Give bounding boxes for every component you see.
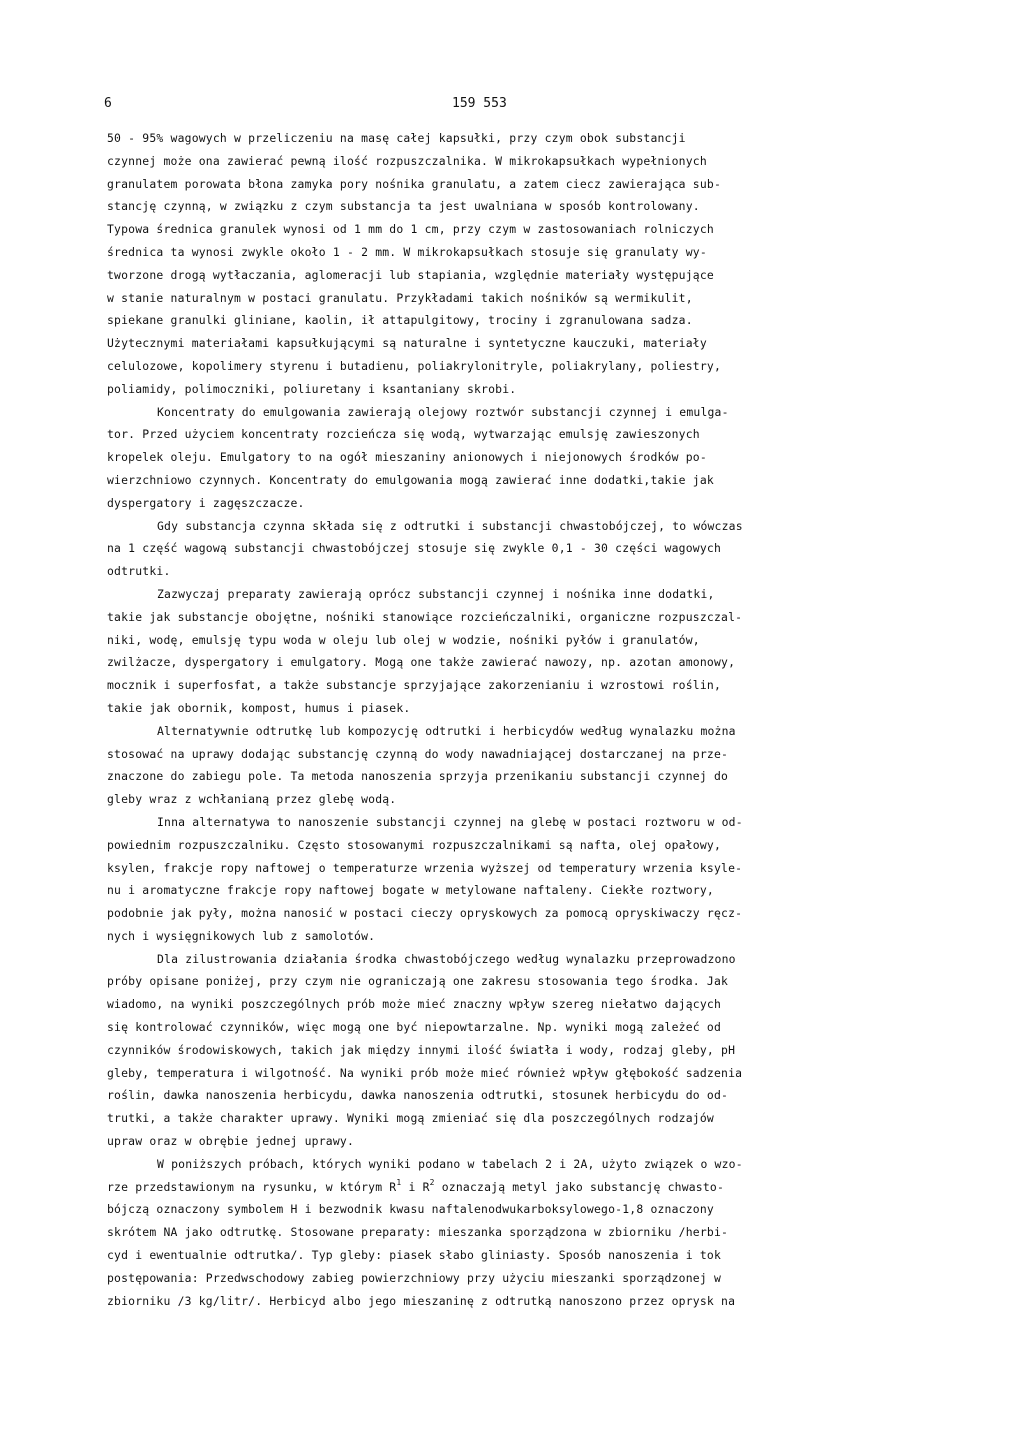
text-line: trutki, a także charakter uprawy. Wyniki mogą zmieniać się dla poszczególnych rodzajów bbox=[107, 1111, 714, 1126]
text-line: czynnej może ona zawierać pewną ilość rozpuszczalnika. W mikrokapsułkach wypełnionych bbox=[107, 153, 707, 168]
text-line: Alternatywnie odtrutkę lub kompozycję odtrutki i herbicydów według wynalazku można bbox=[157, 723, 736, 738]
text-line: tor. Przed użyciem koncentraty rozcieńcza się wodą, wytwarzając emulsję zawieszonych bbox=[107, 427, 700, 442]
paragraph bbox=[107, 515, 907, 583]
text-line: nych i wysięgnikowych lub z samolotów. bbox=[107, 928, 376, 943]
text-line: celulozowe, kopolimery styrenu i butadienu, poliakrylonitryle, poliakrylany, poliestry, bbox=[107, 358, 722, 373]
paragraph bbox=[107, 720, 907, 811]
text-line: próby opisane poniżej, przy czym nie ograniczają one zakresu stosowania tego środka. Jak bbox=[107, 974, 729, 989]
text-line: powiednim rozpuszczalniku. Często stosowanymi rozpuszczalnikami są nafta, olej opałowy, bbox=[107, 837, 722, 852]
text-line: granulatem porowata błona zamyka pory nośnika granulatu, a zatem ciecz zawierająca sub- bbox=[107, 176, 722, 191]
text-line: wierzchniowo czynnych. Koncentraty do emulgowania mogą zawierać inne dodatki,takie jak bbox=[107, 472, 714, 487]
text-fragment: i R bbox=[401, 1179, 430, 1194]
text-line: poliamidy, polimoczniki, poliuretany i ksantaniany skrobi. bbox=[107, 381, 517, 396]
text-line: 50 - 95% wagowych w przeliczeniu na masę całej kapsułki, przy czym obok substancji bbox=[107, 131, 686, 145]
text-line: zbiorniku /3 kg/litr/. Herbicyd albo jego mieszaninę z odtrutką nanoszono przez oprysk na bbox=[107, 1293, 736, 1308]
paragraph bbox=[107, 401, 907, 515]
text-line: Inna alternatywa to nanoszenie substancji czynnej na glebę w postaci roztworu w od- bbox=[157, 814, 743, 829]
text-line: skrótem NA jako odtrutkę. Stosowane preparaty: mieszanka sporządzona w zbiorniku /herbi- bbox=[107, 1225, 729, 1240]
paragraph bbox=[107, 127, 907, 401]
text-line: takie jak substancje obojętne, nośniki stanowiące rozcieńczalniki, organiczne rozpuszczal- bbox=[107, 609, 743, 624]
text-line: roślin, dawka nanoszenia herbicydu, dawka nanoszenia odtrutki, stosunek herbicydu do od- bbox=[107, 1088, 729, 1103]
text-line: spiekane granulki gliniane, kaolin, ił attapulgitowy, trociny i zgranulowana sadza. bbox=[107, 313, 693, 328]
text-line: podobnie jak pyły, można nanosić w postaci cieczy opryskowych za pomocą opryskiwaczy ręcz- bbox=[107, 906, 743, 921]
text-line: tworzone drogą wytłaczania, aglomeracji lub stapiania, względnie materiały występujące bbox=[107, 267, 714, 282]
text-line: odtrutki. bbox=[107, 564, 171, 579]
text-line: się kontrolować czynników, więc mogą one być niepowtarzalne. Np. wyniki mogą zależeć od bbox=[107, 1020, 722, 1035]
text-line: zwilżacze, dyspergatory i emulgatory. Mogą one także zawierać nawozy, np. azotan amonowy, bbox=[107, 655, 736, 670]
text-line: w stanie naturalnym w postaci granulatu. Przykładami takich nośników są wermikulit, bbox=[107, 290, 693, 305]
text-line: niki, wodę, emulsję typu woda w oleju lub olej w wodzie, nośniki pyłów i granulatów, bbox=[107, 632, 700, 647]
paragraph bbox=[107, 811, 907, 948]
text-line bbox=[107, 1176, 907, 1199]
text-line: Zazwyczaj preparaty zawierają oprócz substancji czynnej i nośnika inne dodatki, bbox=[157, 586, 715, 601]
text-line: gleby wraz z wchłanianą przez glebę wodą. bbox=[107, 792, 397, 807]
text-line: znaczone do zabiegu pole. Ta metoda nanoszenia sprzyja przenikaniu substancji czynnej do bbox=[107, 769, 729, 784]
text-line: Koncentraty do emulgowania zawierają olejowy roztwór substancji czynnej i emulga- bbox=[157, 404, 729, 419]
paragraph bbox=[107, 583, 907, 720]
text-fragment: rze przedstawionym na rysunku, w którym R bbox=[107, 1179, 397, 1194]
paragraph bbox=[107, 1153, 907, 1313]
document-number: 159 553 bbox=[452, 96, 507, 111]
text-line: bójczą oznaczony symbolem H i bezwodnik kwasu naftalenodwukarboksylowego-1,8 oznaczony bbox=[107, 1202, 714, 1217]
text-line: ksylen, frakcje ropy naftowej o temperaturze wrzenia wyższej od temperatury wrzenia ksyle- bbox=[107, 860, 743, 875]
text-fragment: oznaczają metyl jako substancję chwasto- bbox=[434, 1179, 725, 1194]
text-line: cyd i ewentualnie odtrutka/. Typ gleby: piasek słabo gliniasty. Sposób nanoszenia i tok bbox=[107, 1248, 722, 1263]
text-line: kropelek oleju. Emulgatory to na ogół mieszaniny anionowych i niejonowych środków po- bbox=[107, 450, 707, 465]
text-line: upraw oraz w obrębie jednej uprawy. bbox=[107, 1134, 355, 1149]
superscript: 1 bbox=[396, 1177, 402, 1187]
text-line: Dla zilustrowania działania środka chwastobójczego według wynalazku przeprowadzono bbox=[157, 951, 736, 966]
text-line: Gdy substancja czynna składa się z odtrutki i substancji chwastobójczej, to wówczas bbox=[157, 518, 743, 533]
paragraph bbox=[107, 948, 907, 1153]
text-line: postępowania: Przedwschodowy zabieg powierzchniowy przy użyciu mieszanki sporządzonej w bbox=[107, 1270, 722, 1285]
text-line: mocznik i superfosfat, a także substancje sprzyjające zakorzenianiu i wzrostowi roślin, bbox=[107, 678, 722, 693]
text-line: Typowa średnica granulek wynosi od 1 mm do 1 cm, przy czym w zastosowaniach rolniczych bbox=[107, 222, 714, 237]
text-line: takie jak obornik, kompost, humus i piasek. bbox=[107, 700, 411, 715]
text-line: Użytecznymi materiałami kapsułkującymi są naturalne i syntetyczne kauczuki, materiały bbox=[107, 336, 707, 351]
text-line: na 1 część wagową substancji chwastobójczej stosuje się zwykle 0,1 - 30 części wagowych bbox=[107, 541, 722, 556]
text-line: W poniższych próbach, których wyniki podano w tabelach 2 i 2A, użyto związek o wzo- bbox=[157, 1156, 743, 1171]
body-text bbox=[107, 127, 907, 1312]
text-line: gleby, temperatura i wilgotność. Na wyniki prób może mieć również wpływ głębokość sadzenia bbox=[107, 1065, 743, 1080]
text-line: czynników środowiskowych, takich jak między innymi ilość światła i wody, rodzaj gleby, pH bbox=[107, 1042, 736, 1057]
text-line: średnica ta wynosi zwykle około 1 - 2 mm. W mikrokapsułkach stosuje się granulaty wy- bbox=[107, 244, 707, 259]
text-line: dyspergatory i zagęszczacze. bbox=[107, 495, 305, 510]
text-line: nu i aromatyczne frakcje ropy naftowej bogate w metylowane naftaleny. Ciekłe roztwory, bbox=[107, 883, 714, 898]
text-line: stancję czynną, w związku z czym substancja ta jest uwalniana w sposób kontrolowany. bbox=[107, 199, 700, 214]
text-line: stosować na uprawy dodając substancję czynną do wody nawadniającej dostarczanej na prze- bbox=[107, 746, 729, 761]
superscript: 2 bbox=[429, 1177, 435, 1187]
page-number: 6 bbox=[104, 96, 112, 111]
text-line: wiadomo, na wyniki poszczególnych prób może mieć znaczny wpływ szereg niełatwo dających bbox=[107, 997, 722, 1012]
